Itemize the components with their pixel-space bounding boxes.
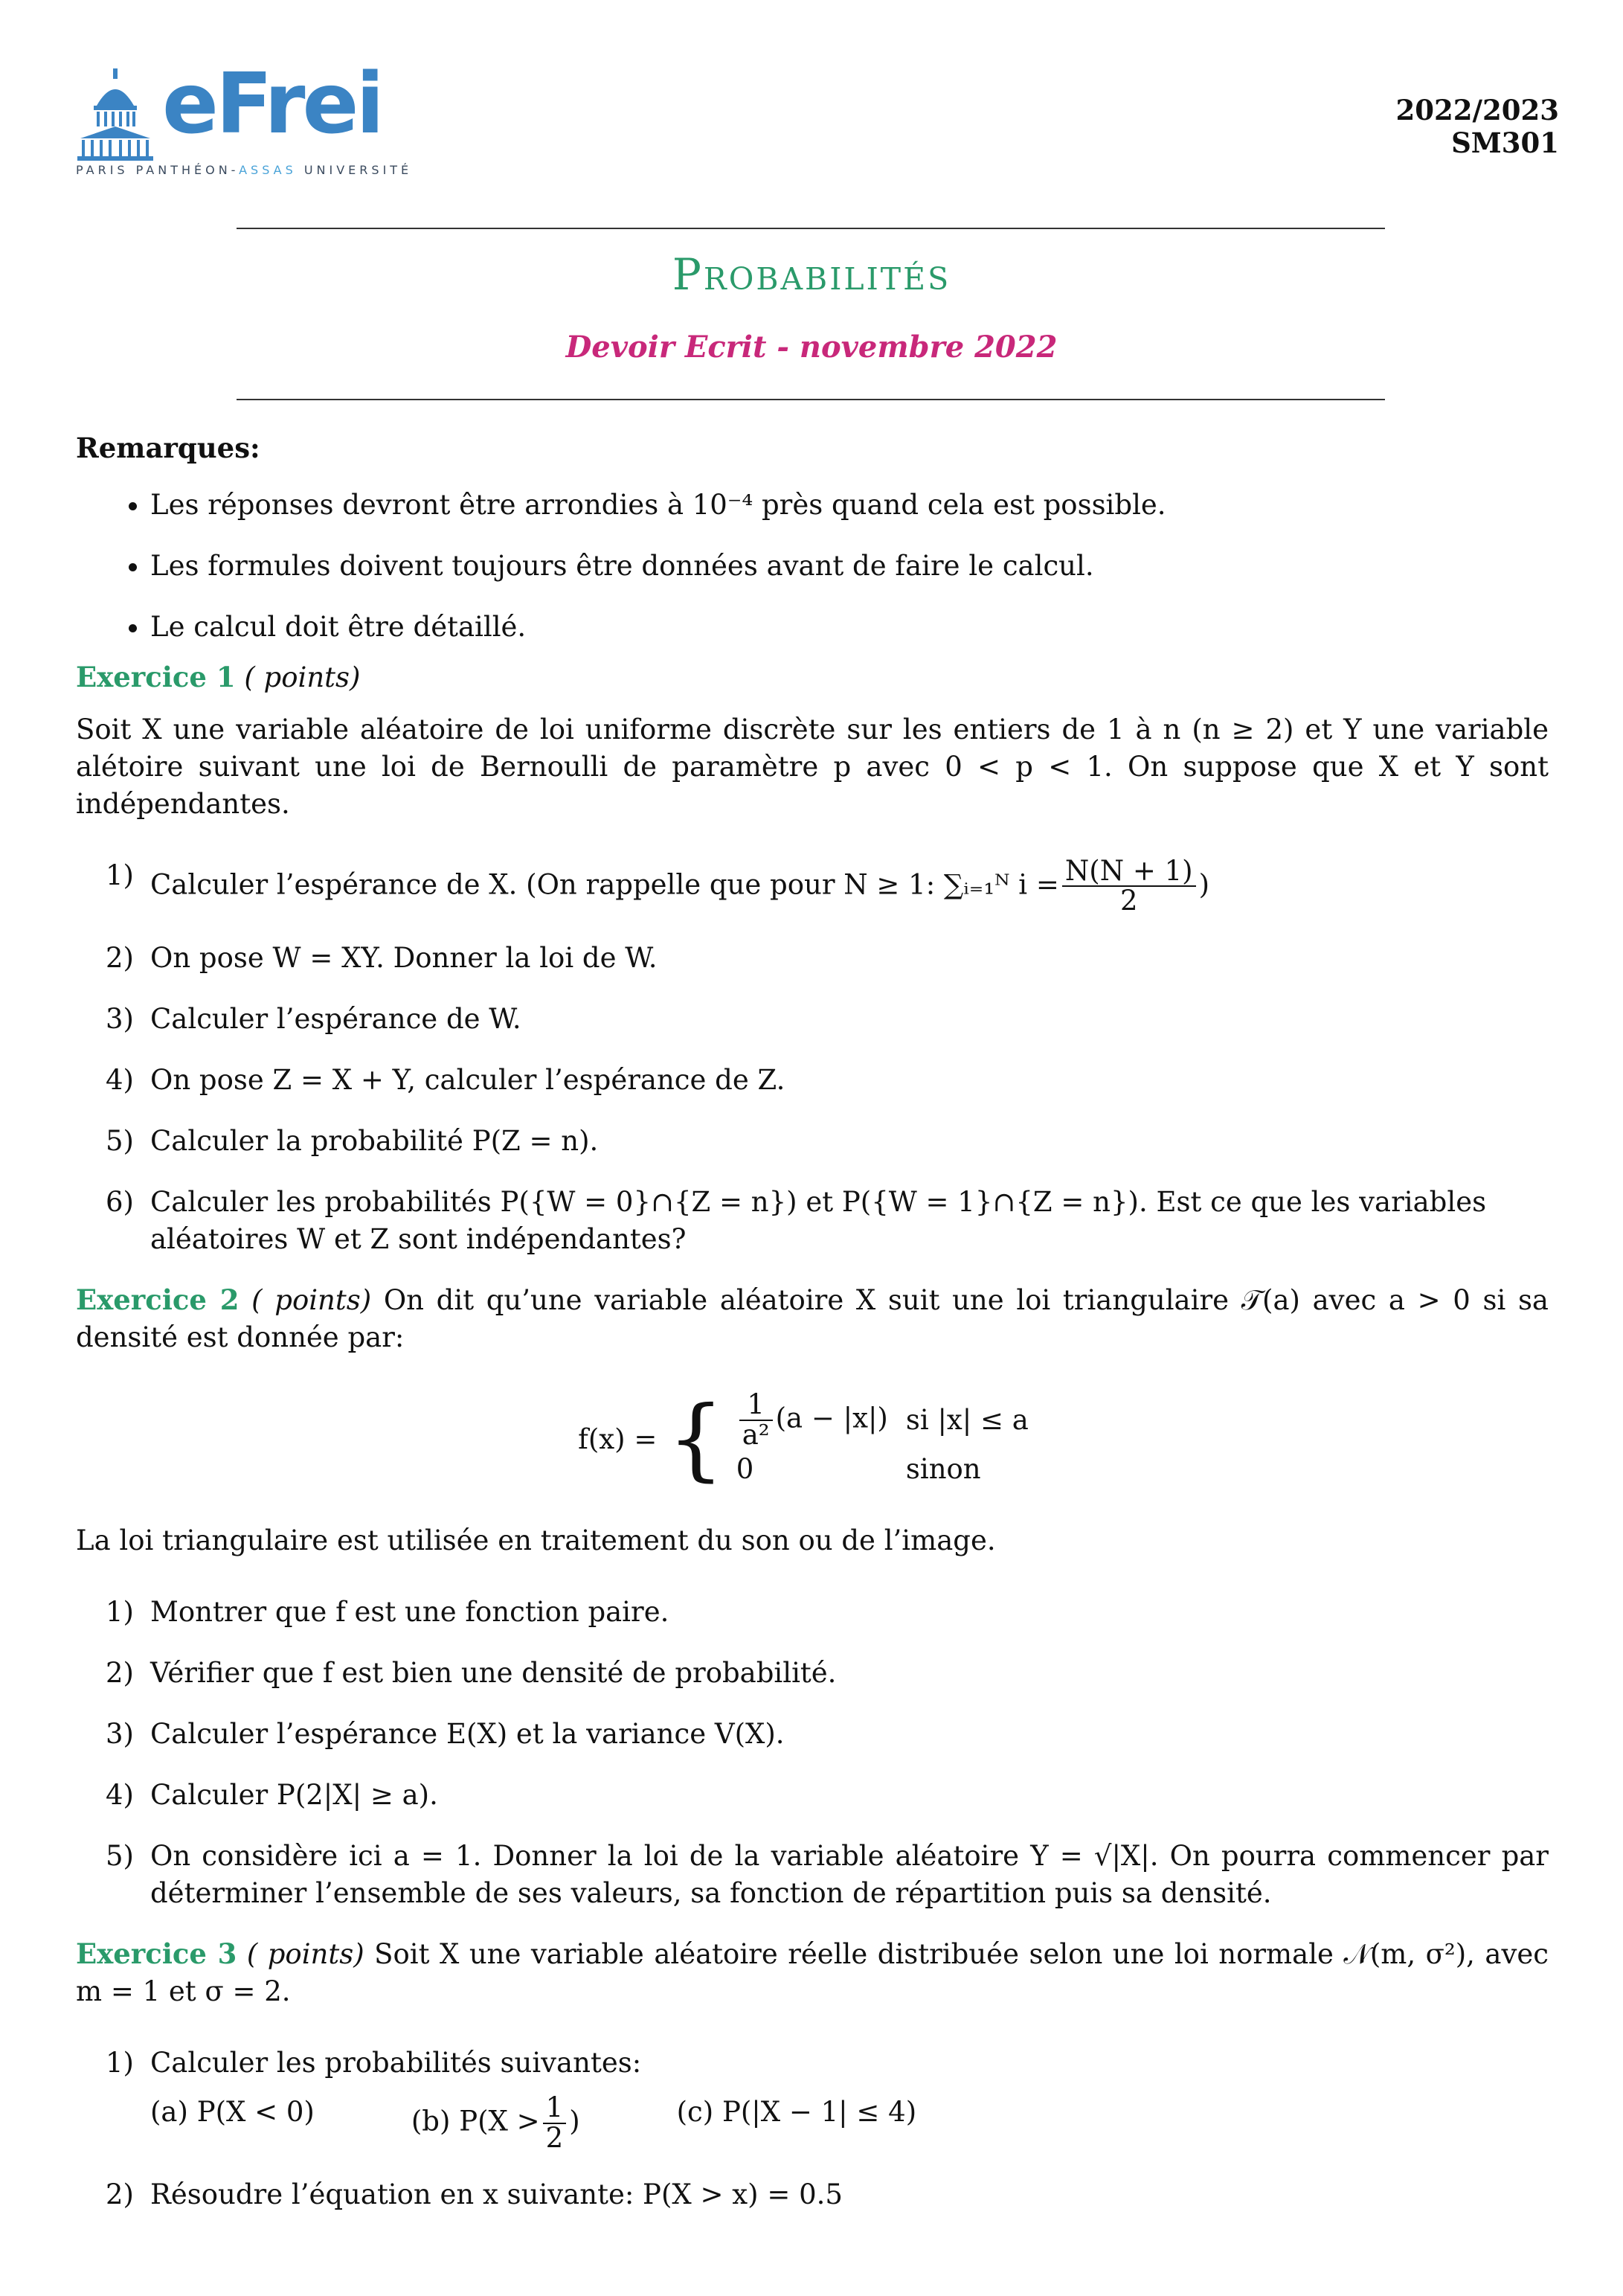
question: 2) On pose W = XY. Donner la loi de W. bbox=[106, 942, 658, 975]
logo-wordmark: eFrei bbox=[162, 56, 382, 153]
list-item: • Le calcul doit être détaillé. bbox=[150, 609, 1549, 646]
exercise-1-intro: Soit X une variable aléatoire de loi uniforme discrète sur les entiers de 1 à n (n ≥ 2) et Y une variable alétoire suivant une loi de Bernoulli de paramètre p avec 0 < p < 1. On suppose que X et Y sont indépendantes. bbox=[76, 713, 1549, 820]
exercise-3-intro: Exercice 3 ( points) Soit X une variable aléatoire réelle distribuée selon une loi normale 𝒩(m, σ²), avec m = 1 et σ = 2. bbox=[76, 1937, 1549, 2007]
sub-question-b: (b) P(X > $\frac{1}{2}$ ) bbox=[411, 2091, 580, 2154]
exercise-title: Exercice 3 bbox=[76, 1937, 237, 1970]
question: 5) Calculer la probabilité P(Z = n). bbox=[106, 1125, 599, 1157]
exercise-1-heading bbox=[76, 659, 1549, 696]
bottom-divider bbox=[237, 399, 1385, 400]
exercise-2-note: La loi triangulaire est utilisée en traitement du son ou de l’image. bbox=[76, 1524, 996, 1557]
exercise-1-questions bbox=[76, 854, 1549, 1258]
remarks-list bbox=[76, 487, 1549, 646]
page-subtitle: Devoir Ecrit - novembre 2022 bbox=[565, 330, 1058, 365]
question: 3) Calculer l’espérance de W. bbox=[106, 1003, 521, 1036]
question: 5) On considère ici a = 1. Donner la loi de la variable aléatoire Y = √|X|. On pourra commencer par déterminer l’ensemble de ses valeurs, sa fonction de répartition puis sa densité. bbox=[106, 1840, 1549, 1909]
sub-question-a: (a) P(X < 0) bbox=[150, 2095, 315, 2128]
exercise-title: Exercice 2 bbox=[76, 1283, 240, 1316]
page-title: Probabilités bbox=[672, 249, 951, 300]
left-brace: { bbox=[667, 1387, 724, 1491]
top-divider bbox=[237, 228, 1385, 229]
sub-question-c: (c) P(|X − 1| ≤ 4) bbox=[676, 2095, 917, 2128]
efrei-logo bbox=[74, 56, 413, 186]
density-formula: f(x) = { $\frac{1}{\text{a²}}$ (a − |x|) si |x| ≤ a 0 sinon bbox=[76, 1389, 1549, 1490]
question: 2) Résoudre l’équation en x suivante: P(X > x) = 0.5 bbox=[106, 2178, 843, 2211]
question: 2) Vérifier que f est bien une densité de probabilité. bbox=[106, 1657, 837, 1690]
fraction: $\frac{N(N + 1)}{2}$ bbox=[1062, 857, 1196, 917]
question: 4) On pose Z = X + Y, calculer l’espérance de Z. bbox=[106, 1064, 785, 1097]
exercise-points: ( points) bbox=[246, 1937, 364, 1970]
question: 1) Calculer les probabilités suivantes: (a) P(X < 0) (b) P(X > $\frac{1}{2}$ ) (c) P(|X − 1| ≤ 4) bbox=[76, 2045, 1549, 2153]
exercise-points: ( points) bbox=[251, 1283, 372, 1316]
question: 1) Calculer l’espérance de X. (On rappelle que pour N ≥ 1: ∑ᵢ₌₁ᴺ i = $\frac{N(N + 1)}{2}$ ) bbox=[106, 854, 1210, 917]
exercise-2-questions bbox=[76, 1594, 1549, 1912]
list-item: • Les formules doivent toujours être données avant de faire le calcul. bbox=[150, 548, 1549, 585]
academic-year: 2022/2023 bbox=[1395, 94, 1559, 126]
cases-table: $\frac{1}{\text{a²}}$ (a − |x|) si |x| ≤ a 0 sinon bbox=[736, 1388, 1029, 1486]
course-code: SM301 bbox=[1451, 126, 1559, 160]
pantheon-dome-icon bbox=[74, 67, 156, 164]
question: 6) Calculer les probabilités P({W = 0}∩{Z = n}) et P({W = 1}∩{Z = n}). Est ce que les variables aléatoires W et Z sont indépendantes? bbox=[106, 1185, 1487, 1255]
exercise-title: Exercice 1 bbox=[76, 660, 236, 693]
question: 1) Montrer que f est une fonction paire. bbox=[106, 1596, 669, 1629]
remarks-heading: Remarques: bbox=[76, 432, 260, 464]
question: 4) Calculer P(2|X| ≥ a). bbox=[106, 1779, 438, 1812]
logo-tagline: PARIS PANTHÉON-ASSAS UNIVERSITÉ bbox=[76, 163, 413, 177]
exam-content bbox=[76, 430, 1549, 2237]
course-info bbox=[1396, 94, 1559, 160]
exercise-2-intro: Exercice 2 ( points) On dit qu’une variable aléatoire X suit une loi triangulaire 𝒯(a) avec a > 0 si sa densité est donnée par: bbox=[76, 1283, 1549, 1353]
exercise-points: ( points) bbox=[244, 661, 361, 693]
list-item: • Les réponses devront être arrondies à 10⁻⁴ près quand cela est possible. bbox=[150, 487, 1549, 524]
question: 3) Calculer l’espérance E(X) et la variance V(X). bbox=[106, 1718, 785, 1751]
sub-questions bbox=[150, 2091, 1549, 2154]
exercise-3-questions bbox=[76, 2045, 1549, 2214]
